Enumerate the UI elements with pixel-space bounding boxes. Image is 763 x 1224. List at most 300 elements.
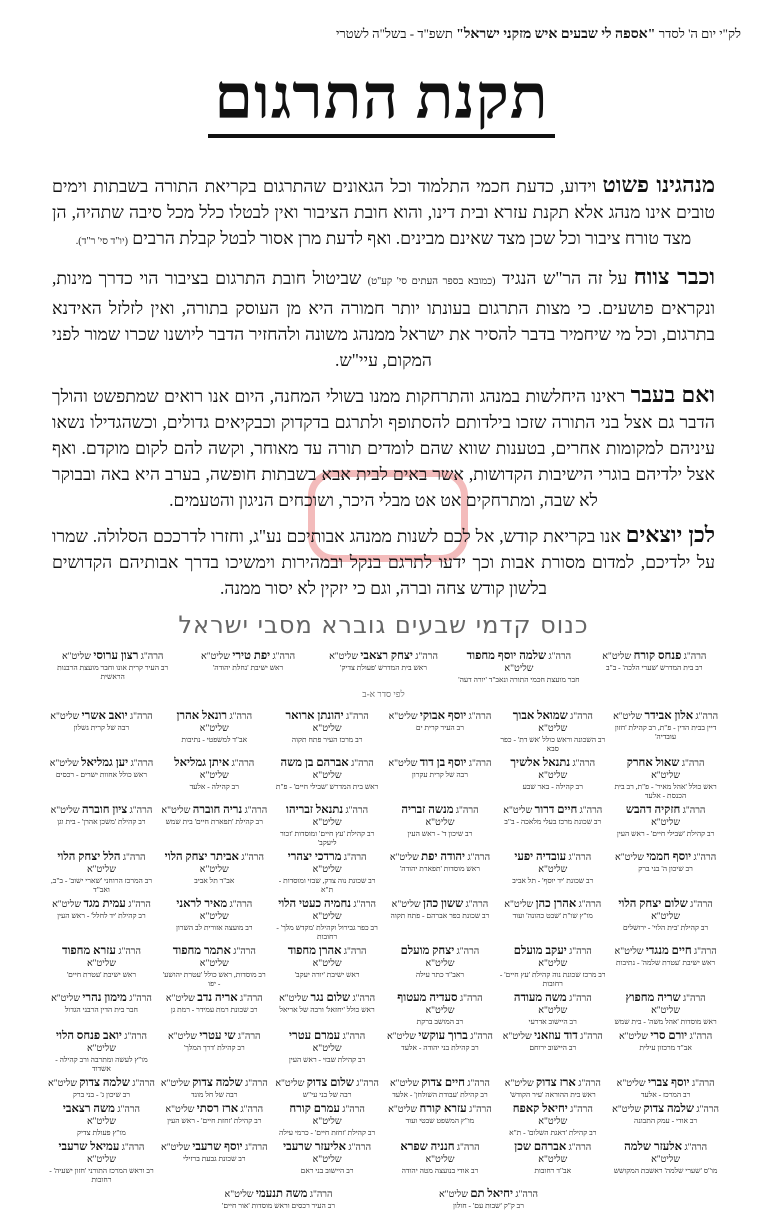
signatory-name: חיים צדוק (421, 1077, 465, 1089)
signatory-name-line (161, 851, 268, 876)
honorific-suffix: שליט"א (50, 712, 80, 722)
signatory-name-line (387, 1103, 494, 1116)
paragraph-text: ראינו היחלשות במנהג והתרחקות ממנו בשולי המחנה, היום אנו רואים שמתפשט והולך הדבר גם אצל בני התורה שזכו בילדותם להסתופף ולתרגם בדקדוק וכבקיאים גדולים, וכשהגדילו נשאו עיניהם למקומות אחרים, בטענות שווא שהם לומדים תורה עד מאוחר, וקשה להם לקום מוקדם. ואף אצל ילדיהם בוגרי הישיבות הקדושות, אשר באים לבית אבא בשבתות חופשה, בערב היא באה ובבוקר לא שבה, ומתרחקים אט אט מבלי היכר, ושוכחים הניגון והטעמים. (52, 386, 715, 510)
honorific-suffix: שליט"א (312, 865, 342, 875)
honorific-suffix: שליט"א (538, 1155, 568, 1165)
signatory-name: עמיאל שרעבי (58, 1141, 120, 1153)
honorific-suffix: שליט"א (312, 1044, 342, 1054)
signatory-name: עמרם קורח (289, 1103, 340, 1115)
signatory-title: רב המושב ברקת (416, 1017, 464, 1026)
honorific-prefix: הרה"ג (578, 1079, 601, 1089)
signatory (387, 1103, 494, 1137)
signatory-name: עזרא מחפוד (61, 945, 116, 957)
signatory-name-line (274, 898, 381, 923)
signatory-name-line (161, 898, 268, 923)
honorific-suffix: שליט"א (199, 912, 229, 922)
signatory-row (48, 710, 719, 753)
honorific-suffix: שליט"א (160, 1079, 190, 1089)
signatory-title: ראש ישיבת 'יורה יעקב' (294, 970, 360, 979)
signatory (48, 1141, 155, 1184)
signatory-title: רב מועצה אזורית לב השרון (175, 923, 253, 932)
signatory-name: ששון כהן (423, 898, 464, 910)
signatory-name: יוסף צברי (647, 1077, 690, 1089)
signatory (161, 992, 268, 1026)
honorific-prefix: הרה"ג (129, 994, 152, 1004)
paragraph-lead: וכבר צווח (633, 264, 715, 289)
signatory-name: דוד עוזאני (534, 1030, 578, 1042)
signatory-name: הלל יצחק הלוי (57, 851, 121, 863)
signatory-title: ראש ישיבת 'עטרת שלמה' - נתיבות (615, 958, 716, 967)
signatory-title: ראב"ד כתר עילה (415, 970, 465, 979)
honorific-prefix: הרה"ג (681, 759, 705, 769)
paragraph-2 (52, 264, 715, 373)
signatory-name-line (499, 1141, 606, 1166)
signatory-name: ארז צדוק (536, 1077, 576, 1089)
honorific-prefix: הרה"ג (240, 1105, 264, 1115)
honorific-suffix: שליט"א (312, 959, 342, 969)
signatory-name: אהרן מחפוד (287, 945, 342, 957)
paragraph-citation: (כמובא בספר העתים סי' קע"ט) (367, 276, 496, 287)
signatory-name: מנשה זבריה (401, 804, 454, 816)
honorific-suffix: שליט"א (391, 900, 421, 910)
signatory-name-line (387, 1030, 494, 1043)
signatory-title: רב שכונת נוה צדק, שבזי ומוסדות - ת"א (278, 876, 376, 894)
signatory-title: אב"ד רחובות (534, 1166, 572, 1175)
signatory-name-line (48, 851, 155, 876)
signatory-title: אב"ד תל אביב (194, 876, 235, 885)
signatory-title: רבה של קרית גשלון (73, 723, 130, 732)
signatory-name-line (161, 992, 268, 1005)
signatory (48, 898, 155, 941)
honorific-prefix: הרה"ג (690, 900, 713, 910)
paragraph-lead: ואם בעבר (630, 382, 715, 407)
honorific-suffix: שליט"א (199, 771, 229, 781)
signatory-name: שלמה יוסף מחפוד (466, 650, 547, 662)
signatory-name-line (274, 851, 381, 876)
honorific-prefix: הרה"ג (459, 994, 483, 1004)
honorific-suffix: שליט"א (612, 1105, 642, 1115)
signatory-title: רב שיכון ד' - ראש העין (407, 829, 473, 838)
honorific-prefix: הרה"ג (117, 1105, 140, 1115)
signatory (590, 650, 719, 684)
honorific-suffix: שליט"א (312, 1155, 342, 1165)
signatory-title: רב בית המדרש 'שערי הלכה' - ב"ב (606, 663, 703, 672)
signatory (387, 898, 494, 941)
signatory-title: רב קהילת 'זחזת חיים' - כרמי עילה (279, 1128, 376, 1137)
honorific-prefix: הרה"ג (455, 806, 479, 816)
honorific-suffix: שליט"א (165, 1105, 195, 1115)
honorific-suffix: שליט"א (538, 959, 568, 969)
honorific-suffix: שליט"א (438, 1190, 468, 1200)
signatory-name: יוסף חממי (646, 851, 692, 863)
signatory (387, 945, 494, 988)
signatory-name: אליעזר שרעבי (283, 1141, 347, 1153)
signatory (274, 1030, 381, 1073)
signatory-row (48, 1077, 719, 1099)
honorific-suffix: שליט"א (425, 1006, 455, 1016)
signatory-name: משה מעודה (513, 992, 567, 1004)
signatory-title: ראש כולל אחוות ישרים - רכסים (55, 770, 148, 779)
signatory-name: ברוך עוקשי (418, 1030, 468, 1042)
signatory-name: שאול אחרק (626, 757, 680, 769)
honorific-prefix: הרה"ג (684, 1143, 708, 1153)
signatory-name: רונאל אהרן (176, 710, 228, 722)
honorific-suffix: שליט"א (504, 900, 534, 910)
signatory-name: עמית מגד (83, 898, 126, 910)
signatory-row (48, 1141, 719, 1184)
honorific-prefix: הרה"ג (346, 712, 369, 722)
signatory-name: איתן גמליאל (174, 757, 230, 769)
honorific-prefix: הרה"ג (568, 1143, 592, 1153)
honorific-suffix: שליט"א (388, 759, 418, 769)
signatory-title: מו"ץ שו"ת 'שבט כהונה' ועוד (512, 911, 593, 920)
signatory-name: יורם סרי (650, 1030, 688, 1042)
signatory-name: רצון ערוסי (93, 650, 139, 662)
honorific-suffix: שליט"א (312, 912, 342, 922)
honorific-suffix: שליט"א (389, 853, 419, 863)
signatory (274, 992, 381, 1026)
signatory-name: אברהם בן משה (280, 757, 349, 769)
signatory-name-line (161, 1030, 268, 1043)
signatory-name-line (612, 710, 719, 723)
signatory-name-line (319, 650, 448, 663)
honorific-prefix: הרה"ג (240, 994, 263, 1004)
honorific-suffix: שליט"א (168, 1032, 197, 1042)
signatory-name: ארז רסתי (196, 1103, 239, 1115)
honorific-suffix: שליט"א (613, 712, 643, 722)
signatory-name: מימון נהרי (82, 992, 127, 1004)
signatory-title: ראש מוסדות 'אהל משה' - בית שמש (614, 1017, 717, 1026)
order-note: לפי סדר א-ב (362, 689, 405, 699)
signatory-name: יוסף בן דוד (419, 757, 467, 769)
honorific-prefix: הרה"ג (352, 994, 376, 1004)
signatory-title: רב קהילת בני יהודה - אלעד (401, 1043, 479, 1052)
honorific-prefix: הרה"ג (245, 1079, 268, 1089)
honorific-prefix: הרה"ג (569, 994, 592, 1004)
signatory (612, 1141, 719, 1184)
signatory-name-line (612, 898, 719, 923)
signatory-name: פנחס קורח (633, 650, 682, 662)
honorific-suffix: שליט"א (161, 1143, 190, 1153)
signatory-row (48, 851, 719, 894)
honorific-prefix: הרה"ג (351, 759, 374, 769)
honorific-prefix: הרה"ג (468, 759, 492, 769)
signatory (319, 650, 448, 684)
signatory-name: נחמיה כעטי הלוי (278, 898, 351, 910)
signatory-title: רב השכונה וראש כולל 'אש דת' - כפר סבא (500, 735, 606, 753)
honorific-suffix: שליט"א (86, 1155, 116, 1165)
signatory-name: משה רצאבי (62, 1103, 115, 1115)
signatory (161, 1077, 268, 1099)
signatory (499, 992, 606, 1026)
signatory (499, 898, 606, 941)
honorific-prefix: הרה"ג (241, 853, 264, 863)
honorific-suffix: שליט"א (275, 1079, 305, 1089)
signatory-title: מו"ס 'שערי שלמה' ראשבת המקושש (613, 1166, 718, 1175)
signatory (274, 1103, 381, 1137)
signatory-title: רב קהילת 'שבילי חיים' - ראש העין (616, 829, 715, 838)
paragraph-text: על זה הר"ש הנגיד (495, 268, 634, 288)
honorific-prefix: הרה"ג (579, 806, 603, 816)
honorific-suffix: שליט"א (602, 652, 632, 662)
signatory-title: רב היישוב ירוחם (529, 1043, 577, 1052)
header-event-name: "אספה לי שבעים איש מזקני ישראל" (456, 27, 656, 42)
signatory (48, 757, 155, 800)
honorific-prefix: הרה"ג (342, 1032, 366, 1042)
signatory (499, 710, 606, 753)
signatory-name-line (48, 992, 155, 1005)
signatory-name: יואב פנחס הלוי (55, 1030, 122, 1042)
signatory-row (48, 1030, 719, 1073)
signatory-title: רב קהילת 'דאגת השלום' - ת"א (509, 1128, 597, 1137)
signatory-name-line (499, 851, 606, 876)
signatory (274, 757, 381, 800)
signatory-title: ראש כולל 'יחזאל' ורבה של אריאל (279, 1005, 375, 1014)
signatories-grid (48, 650, 719, 1210)
signatory-title: רב העיר רכסים וראש מוסדות 'אור חיים' (221, 1201, 336, 1210)
signatory-row (48, 650, 719, 684)
paragraph-4 (52, 522, 715, 601)
honorific-suffix: שליט"א (651, 818, 681, 828)
signatory-title: רב מרכז שכונת נוה קהילת 'עץ חיים' - רחובות (499, 970, 606, 988)
honorific-prefix: הרה"ג (342, 1105, 365, 1115)
honorific-suffix: שליט"א (425, 1155, 455, 1165)
signatory-name: יחיאל תם (470, 1188, 514, 1200)
signatory-row (48, 898, 719, 941)
signatory (48, 992, 155, 1026)
signatory (274, 804, 381, 847)
honorific-suffix: שליט"א (86, 865, 116, 875)
signatory-name-line (274, 757, 381, 782)
signatory-title: רבה של קרית עקרון (411, 770, 468, 779)
honorific-prefix: הרה"ג (122, 853, 146, 863)
signatory-name-line (161, 1103, 268, 1116)
signatory-name-line (161, 945, 268, 970)
signatory-name: אהרן כהן (535, 898, 577, 910)
honorific-suffix: שליט"א (425, 959, 455, 969)
signatory-name-line (499, 1103, 606, 1128)
signatory (161, 710, 268, 753)
signatory (499, 851, 606, 894)
honorific-suffix: שליט"א (538, 1117, 568, 1127)
signatory-name: עמרם עטרי (289, 1030, 341, 1042)
signatory (161, 945, 268, 988)
signatory-name: נריה חוברה (192, 804, 243, 816)
signatory-title: רב ק"ק 'שבות עם' - חולון (452, 1201, 524, 1210)
signatory-name-line (48, 1103, 155, 1128)
signatory (612, 992, 719, 1026)
signatories-heading: כנוס קדמי שבעים גוברא מסבי ישראל (178, 611, 589, 639)
signatory-name: שריה מחפוץ (625, 992, 681, 1004)
signatory-name-line (612, 757, 719, 782)
signatory-title: רב העיר קרית ים (415, 723, 464, 732)
signatory-title: חבר מועצת חכמי התורה ונאב"ד 'יורה דעה' (458, 675, 580, 684)
honorific-prefix: הרה"ג (694, 947, 717, 957)
honorific-prefix: הרה"ג (568, 853, 592, 863)
honorific-suffix: שליט"א (651, 1006, 681, 1016)
honorific-suffix: שליט"א (389, 1079, 419, 1089)
signatory (387, 757, 494, 800)
honorific-prefix: הרה"ג (570, 712, 593, 722)
honorific-suffix: שליט"א (51, 994, 81, 1004)
signatory-name-line (48, 1077, 155, 1090)
honorific-suffix: שליט"א (616, 1079, 646, 1089)
signatory-title: רב אודי בנועצה מטה יהודה (401, 1166, 479, 1175)
honorific-suffix: שליט"א (199, 865, 229, 875)
signatory (499, 1103, 606, 1137)
signatory-name: יען גמליאל (81, 757, 129, 769)
honorific-prefix: הרה"ג (231, 759, 255, 769)
honorific-suffix: שליט"א (615, 853, 644, 863)
signatory-name: יצחק מועלם (400, 945, 455, 957)
signatory-name: חזקיה דהבש (625, 804, 681, 816)
honorific-suffix: שליט"א (312, 724, 342, 734)
signatory-title: רב קהילה - אלעד (189, 782, 239, 791)
signatory (48, 1030, 155, 1073)
honorific-suffix: שליט"א (387, 1032, 417, 1042)
signatory-name: יעקב מועלם (513, 945, 567, 957)
signatory-name: שי עטרי (199, 1030, 236, 1042)
signatory-name-line (499, 804, 606, 817)
signatory-row (48, 945, 719, 988)
honorific-suffix: שליט"א (312, 1117, 342, 1127)
signatory-name-line (48, 757, 155, 770)
signatory-name: עזרא קורח (419, 1103, 467, 1115)
signatory-name-line (612, 1077, 719, 1090)
signatory-name: אתמר מחפוד (172, 945, 231, 957)
honorific-suffix: שליט"א (48, 1079, 78, 1089)
signatory (499, 1141, 606, 1184)
signatory-name: יוסף שרעבי (192, 1141, 243, 1153)
signatory-row (48, 992, 719, 1026)
signatory-name: אביתר יצחק הלוי (164, 851, 239, 863)
signatory-name-line (274, 945, 381, 970)
signatory (612, 804, 719, 847)
signatory-name-line (387, 804, 494, 829)
honorific-suffix: שליט"א (312, 771, 342, 781)
signatory-name-line (161, 1141, 268, 1154)
honorific-prefix: הרה"ג (456, 947, 480, 957)
signatory-title: ראש כולל 'אהל מאיר' - פ"ת, רב בית הכנסת - אלעד (614, 782, 717, 800)
honorific-prefix: הרה"ג (415, 652, 438, 662)
signatory-row (48, 804, 719, 847)
honorific-prefix: הרה"ג (683, 652, 707, 662)
honorific-prefix: הרה"ג (682, 806, 706, 816)
signatory-row (48, 1188, 719, 1210)
honorific-prefix: הרה"ג (689, 1032, 713, 1042)
honorific-prefix: הרה"ג (456, 1143, 480, 1153)
signatory-name: נתנאל אלשיך (510, 757, 571, 769)
signatory-title: רב המרכז הרוחני 'שארי ישוב' - ב"ב, ואב"ד (50, 876, 153, 894)
paragraph-lead: מנהגינו פשוט (602, 172, 716, 197)
honorific-prefix: הרה"ג (572, 759, 596, 769)
signatory-row (48, 1103, 719, 1137)
signatory-name-line (161, 804, 268, 817)
honorific-suffix: שליט"א (651, 771, 681, 781)
signatory-name: עובדיה יפעי (514, 851, 567, 863)
honorific-prefix: הרה"ג (693, 853, 717, 863)
signatory-name-line (387, 945, 494, 970)
signatory-name: שלום צדוק (306, 1077, 354, 1089)
honorific-suffix: שליט"א (329, 652, 359, 662)
signatory-name-line (387, 710, 494, 723)
signatory-name-line (387, 898, 494, 911)
signatory-title: אב"ד למשפטי - נתיבות (181, 735, 248, 744)
signatory-name-line (612, 1103, 719, 1116)
honorific-prefix: הרה"ג (130, 759, 154, 769)
signatory (499, 804, 606, 847)
signatory-name-line (274, 1077, 381, 1090)
honorific-prefix: הרה"ג (578, 900, 602, 910)
honorific-prefix: הרה"ג (353, 900, 376, 910)
signatory-name-line (499, 1077, 606, 1090)
signatory-title: ראש בית המדרש 'פעולת צדיק' (340, 663, 427, 672)
signatory (612, 945, 719, 988)
signatory-name-line (48, 1141, 155, 1166)
signatory-name: מאיר לראני (176, 898, 228, 910)
signatory-name-line (387, 1141, 494, 1166)
honorific-prefix: הרה"ג (132, 1079, 155, 1089)
signatory-name-line (161, 1077, 268, 1090)
signatory (499, 1077, 606, 1099)
honorific-prefix: הרה"ג (356, 1079, 379, 1089)
signatory-name-line (274, 992, 381, 1005)
signatory (274, 1141, 381, 1184)
signatory-title: רב המרכז - אלעד (640, 1090, 691, 1099)
signatory-name: סעדיה מעטוף (397, 992, 458, 1004)
honorific-prefix: הרה"ג (343, 853, 367, 863)
signatory-name-line (48, 710, 155, 723)
signatory-name-line (274, 710, 381, 735)
signatory-name-line (183, 650, 312, 663)
honorific-prefix: הרה"ג (467, 1079, 490, 1089)
honorific-suffix: שליט"א (50, 806, 80, 816)
signatory (48, 710, 155, 753)
signatory (161, 898, 268, 941)
signatory (48, 851, 155, 894)
signatory (612, 710, 719, 753)
signatory-name: אלעזר שלמה (624, 1141, 683, 1153)
signatory (612, 851, 719, 894)
signatory (48, 945, 155, 988)
paragraph-text: אנו בקריאת קודש, אל לכם לשנות ממנהג אבותיכם נע"ג, וחזרו לדרככם הסלולה. שמרו על ילדיכם, למדום מסורת אבות וכך ידעו לתרגם בנקל ובמהירות וימשיכו בדרך אבותיהם הקדושים בלשון קודש צחה וברה, וגם כי יזקין לא יסור ממנה. (52, 526, 715, 598)
signatory-name-line (387, 757, 494, 770)
signatory (48, 1103, 155, 1137)
signatory-name-line (499, 992, 606, 1017)
honorific-prefix: הרה"ג (229, 712, 253, 722)
honorific-suffix: שליט"א (279, 994, 309, 1004)
honorific-prefix: הרה"ג (580, 1032, 603, 1042)
signatory-name: חיים דרור (534, 804, 578, 816)
signatory-title: ראש ישיבת 'נחלת יהודה' (212, 663, 284, 672)
honorific-prefix: הרה"ג (244, 806, 268, 816)
signatory-name-line (612, 804, 719, 829)
honorific-suffix: שליט"א (502, 1032, 532, 1042)
signatory-title: רב כפר גבירול וקהילת 'מקדש מלך' - רחובות (276, 923, 378, 941)
signatory-name-line (214, 1188, 344, 1201)
signatory-name-line (454, 650, 583, 675)
signatory (612, 757, 719, 800)
header-post: תשפ"ד - בשל"ה לשטרי (335, 26, 457, 41)
signatory (612, 1103, 719, 1137)
signatory-name: יהונתן ארואר (285, 710, 344, 722)
signatory (612, 1077, 719, 1099)
signatory-name-line (612, 1030, 719, 1043)
signatory-title: רב שכונת 'יד יוסף' - תל אביב (512, 876, 594, 885)
honorific-suffix: שליט"א (651, 912, 681, 922)
honorific-prefix: הרה"ג (695, 712, 719, 722)
paragraph-3 (52, 382, 715, 513)
